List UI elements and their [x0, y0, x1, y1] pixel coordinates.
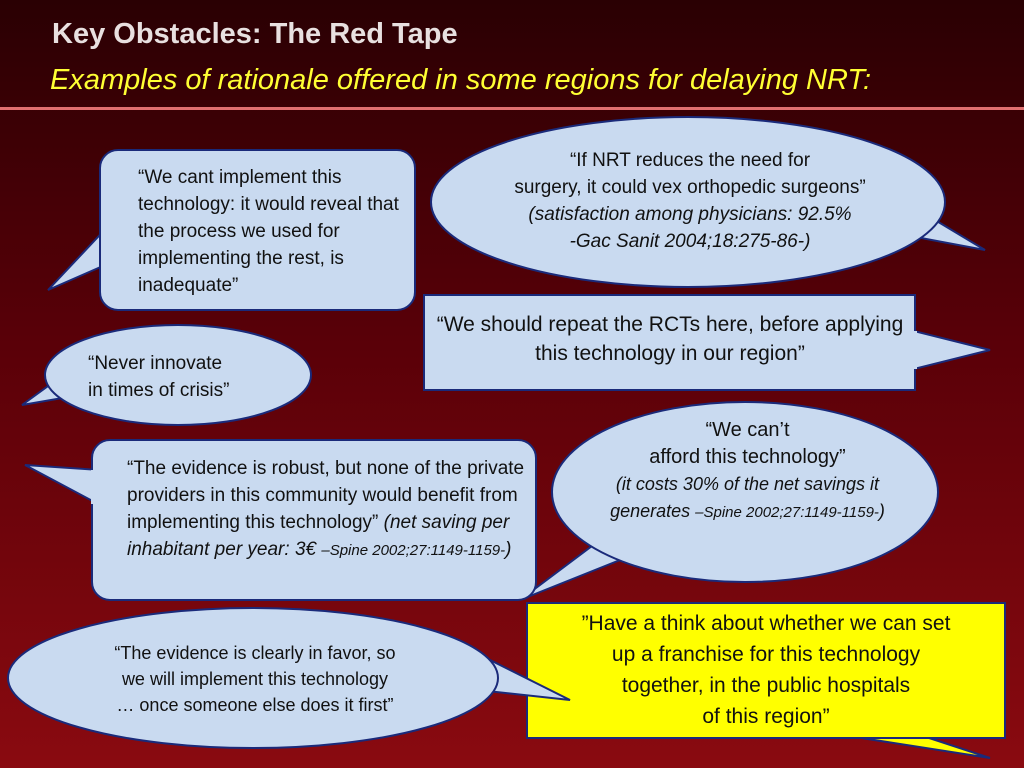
b8-line3: … once someone else does it first”	[116, 695, 394, 715]
quote-someone-else-first	[50, 640, 460, 718]
b6-paren-close: )	[505, 539, 512, 560]
quote-franchise	[530, 608, 1002, 732]
b2-line2: surgery, it could vex orthopedic surgeons”	[514, 177, 866, 198]
b7-line4: of this region”	[702, 705, 830, 728]
b8-line1: “The evidence is clearly in favor, so	[114, 643, 396, 663]
quote-never-innovate	[88, 350, 288, 404]
quote-robust-evidence	[127, 455, 527, 564]
b2-reference: -Gac Sanit 2004;18:275-86-	[569, 231, 805, 252]
b7-line1: ”Have a think about whether we can set	[581, 612, 951, 635]
quote-inadequate-process: “We cant implement this technology: it would reveal that the process we used for implementing the rest, is inadequate”	[138, 167, 399, 296]
b6-quote: “The evidence is robust, but none of the private providers in this community would benefit from implementing this technology”	[127, 458, 525, 533]
b8-line2: we will implement this technology	[121, 669, 389, 689]
quote-cant-afford	[575, 417, 920, 526]
b5-note	[575, 471, 920, 526]
b5-paren-close: )	[878, 501, 885, 521]
b4-line1: “Never innovate	[88, 353, 223, 374]
quote-repeat-rcts: “We should repeat the RCTs here, before applying this technology in our region”	[436, 313, 904, 365]
b7-line3: together, in the public hospitals	[621, 674, 911, 697]
b2-line3: (satisfaction among physicians: 92.5%	[528, 204, 852, 225]
b6-note: (net saving per inhabitant per year: 3€	[127, 512, 510, 560]
b2-paren-close: )	[804, 231, 811, 252]
b2-line4	[460, 228, 920, 255]
slide-title: Key Obstacles: The Red Tape	[52, 18, 458, 50]
b7-line2: up a franchise for this technology	[611, 643, 921, 666]
b5-reference: –Spine 2002;27:1149-1159-	[695, 504, 879, 521]
b5-line2: afford this technology”	[649, 446, 846, 468]
b5-note-text: (it costs 30% of the net savings it generates	[610, 474, 880, 521]
slide-subtitle: Examples of rationale offered in some regions for delaying NRT:	[50, 64, 872, 96]
b4-line2: in times of crisis”	[88, 380, 230, 401]
quote-orthopedic-surgeons	[460, 147, 920, 255]
b5-line1: “We can’t	[705, 419, 790, 441]
b2-line1: “If NRT reduces the need for	[569, 150, 811, 171]
b6-reference: –Spine 2002;27:1149-1159-	[321, 542, 506, 559]
